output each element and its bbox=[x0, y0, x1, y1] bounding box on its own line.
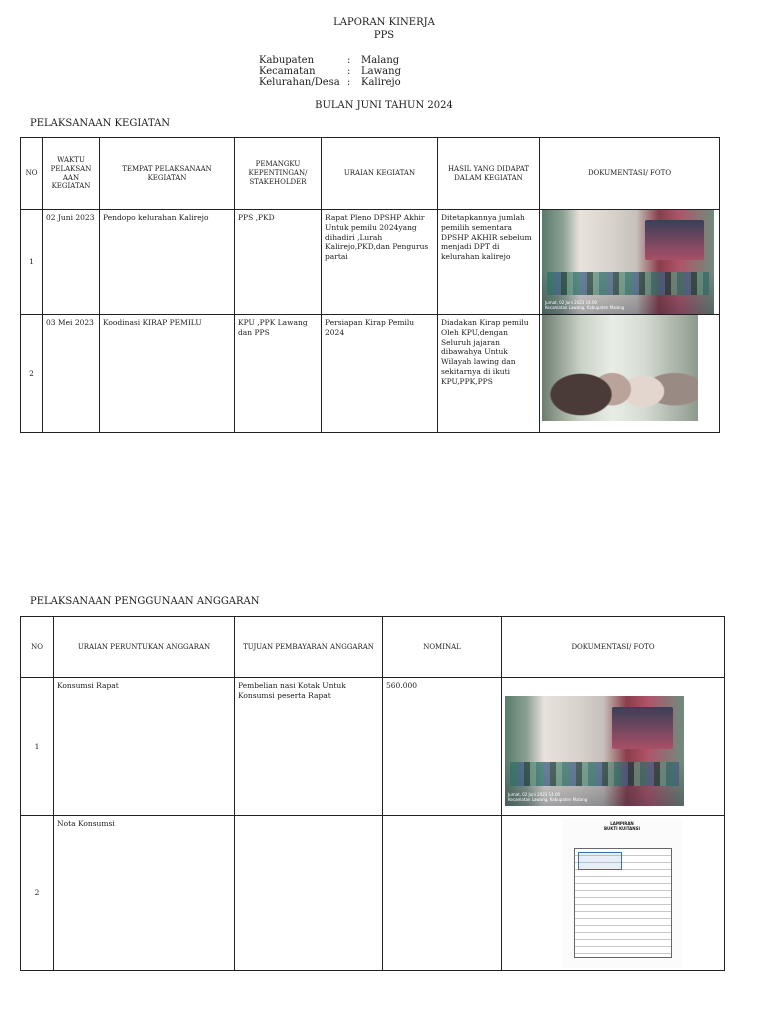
col-header-tujuan: TUJUAN PEMBAYARAN ANGGARAN bbox=[235, 617, 383, 678]
row-hasil: Diadakan Kirap pemilu Oleh KPU,dengan Seluruh jajaran dibawahya Untuk Wilayah lawing dan sekitarnya di ikuti KPU,PPK,PPS bbox=[438, 315, 540, 433]
row-uraian: Konsumsi Rapat bbox=[54, 678, 235, 816]
row-no: 2 bbox=[21, 315, 43, 433]
report-period: BULAN JUNI TAHUN 2024 bbox=[315, 100, 453, 111]
anggaran-table bbox=[20, 616, 725, 971]
row-waktu: 02 Juni 2023 bbox=[43, 210, 100, 315]
table-header-row bbox=[21, 617, 725, 678]
info-label: Kecamatan bbox=[259, 66, 316, 77]
row-tempat: Koodinasi KIRAP PEMILU bbox=[100, 315, 235, 433]
info-value: Lawang bbox=[361, 66, 401, 77]
col-header-no: NO bbox=[21, 138, 43, 210]
col-header-dokumentasi: DOKUMENTASI/ FOTO bbox=[540, 138, 720, 210]
table-row bbox=[21, 678, 725, 816]
info-kabupaten bbox=[259, 55, 399, 66]
row-nominal: 560.000 bbox=[383, 678, 502, 816]
table-header-row bbox=[21, 138, 720, 210]
table-row bbox=[21, 210, 720, 315]
receipt-image bbox=[562, 818, 682, 968]
row-waktu: 03 Mei 2023 bbox=[43, 315, 100, 433]
row-dokumentasi bbox=[540, 210, 720, 315]
report-subtitle: PPS bbox=[373, 30, 395, 41]
col-header-uraian: URAIAN KEGIATAN bbox=[322, 138, 438, 210]
row-no: 1 bbox=[21, 678, 54, 816]
kirap-photo bbox=[542, 315, 698, 421]
col-header-nominal: NOMINAL bbox=[383, 617, 502, 678]
row-uraian: Rapat Pleno DPSHP Akhir Untuk pemilu 2024yang dihadiri ,Lurah Kalirejo,PKD,dan Pengurus partai bbox=[322, 210, 438, 315]
info-kecamatan bbox=[259, 66, 401, 77]
row-no: 1 bbox=[21, 210, 43, 315]
row-uraian: Nota Konsumsi bbox=[54, 816, 235, 971]
row-dokumentasi bbox=[502, 678, 725, 816]
info-label: Kabupaten bbox=[259, 55, 315, 66]
row-stakeholder: PPS ,PKD bbox=[235, 210, 322, 315]
row-dokumentasi bbox=[502, 816, 725, 971]
table-row bbox=[21, 816, 725, 971]
info-sep: : bbox=[347, 77, 351, 88]
report-title: LAPORAN KINERJA bbox=[333, 17, 435, 28]
info-label: Kelurahan/Desa bbox=[259, 77, 340, 88]
info-kelurahan bbox=[259, 77, 401, 88]
stamp-mark bbox=[578, 852, 622, 870]
col-header-dokumentasi: DOKUMENTASI/ FOTO bbox=[502, 617, 725, 678]
row-tujuan bbox=[235, 816, 383, 971]
row-uraian: Persiapan Kirap Pemilu 2024 bbox=[322, 315, 438, 433]
section-title-anggaran: PELAKSANAAN PENGGUNAAN ANGGARAN bbox=[30, 596, 260, 607]
row-tujuan: Pembelian nasi Kotak Untuk Konsumsi peserta Rapat bbox=[235, 678, 383, 816]
meeting-photo bbox=[542, 210, 714, 314]
kegiatan-table bbox=[20, 137, 720, 433]
table-row bbox=[21, 315, 720, 433]
row-hasil: Ditetapkannya jumlah pemilih sementara DPSHP AKHIR sebelum menjadi DPT di kelurahan kalirejo bbox=[438, 210, 540, 315]
col-header-uraian: URAIAN PERUNTUKAN ANGGARAN bbox=[54, 617, 235, 678]
info-value: Malang bbox=[361, 55, 400, 66]
row-nominal bbox=[383, 816, 502, 971]
row-tempat: Pendopo kelurahan Kalirejo bbox=[100, 210, 235, 315]
col-header-tempat: TEMPAT PELAKSANAAN KEGIATAN bbox=[100, 138, 235, 210]
info-sep: : bbox=[347, 55, 351, 66]
info-value: Kalirejo bbox=[361, 77, 401, 88]
col-header-hasil: HASIL YANG DIDAPAT DALAM KEGIATAN bbox=[438, 138, 540, 210]
col-header-waktu: WAKTU PELAKSAN AAN KEGIATAN bbox=[43, 138, 100, 210]
section-title-kegiatan: PELAKSANAAN KEGIATAN bbox=[30, 118, 171, 129]
col-header-stakeholder: PEMANGKU KEPENTINGAN/ STAKEHOLDER bbox=[235, 138, 322, 210]
receipt-title: LAMPIRAN BUKTI KUITANSI bbox=[603, 821, 640, 831]
meeting-photo bbox=[505, 696, 684, 806]
photo-caption: Jumat, 02 Juni 2023 14.00 Kecamatan Lawang, Kabupaten Malang bbox=[545, 300, 625, 311]
row-dokumentasi bbox=[540, 315, 720, 433]
photo-caption: Jumat, 02 Juni 2023 14.00 Kecamatan Lawang, Kabupaten Malang bbox=[508, 792, 588, 803]
col-header-no: NO bbox=[21, 617, 54, 678]
row-stakeholder: KPU ,PPK Lawang dan PPS bbox=[235, 315, 322, 433]
row-no: 2 bbox=[21, 816, 54, 971]
info-sep: : bbox=[347, 66, 351, 77]
